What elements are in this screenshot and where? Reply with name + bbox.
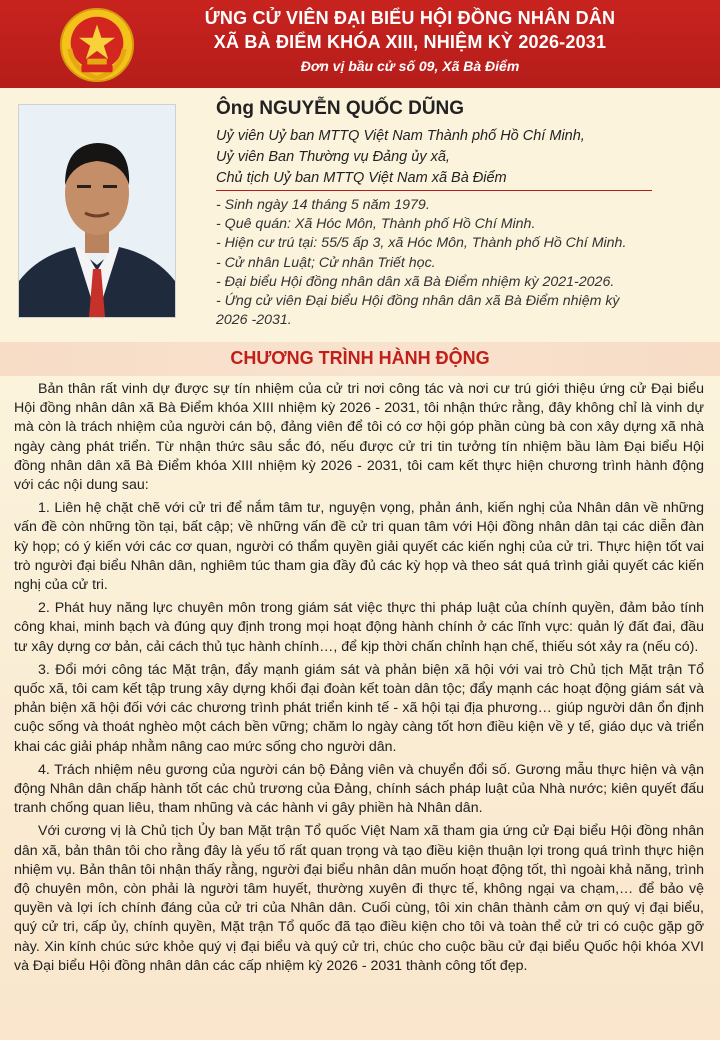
role-line: Uỷ viên Ban Thường vụ Đảng ủy xã, bbox=[216, 149, 450, 165]
national-emblem-icon bbox=[58, 6, 136, 84]
section-band bbox=[0, 342, 720, 376]
fact-line: - Quê quán: Xã Hóc Môn, Thành phố Hồ Chí Minh. bbox=[216, 216, 536, 233]
candidate-roles bbox=[216, 126, 585, 189]
header-subtitle: Đơn vị bầu cử số 09, Xã Bà Điểm bbox=[300, 58, 520, 74]
program-paragraph: 4. Trách nhiệm nêu gương của người cán bộ Đảng viên và chuyển đổi số. Gương mẫu thực hiện và vận động Nhân dân chấp hành tốt các chủ trương của Đảng, chính sách pháp luật của Nhà nước; kiên quyết đấu tranh chống quan liêu, tham nhũng và các hành vi gây phiền hà Nhân dân. bbox=[14, 761, 704, 817]
role-line: Chủ tịch Uỷ ban MTTQ Việt Nam xã Bà Điểm bbox=[216, 170, 507, 186]
candidate-profile bbox=[0, 88, 720, 336]
header-title-line2: XÃ BÀ ĐIỂM KHÓA XIII, NHIỆM KỲ 2026-2031 bbox=[213, 32, 607, 52]
fact-line: - Sinh ngày 14 tháng 5 năm 1979. bbox=[216, 197, 430, 213]
fact-line: - Hiện cư trú tại: 55/5 ấp 3, xã Hóc Môn, Thành phố Hồ Chí Minh. bbox=[216, 235, 627, 252]
program-paragraph: Với cương vị là Chủ tịch Ủy ban Mặt trận Tổ quốc Việt Nam xã tham gia ứng cử Đại biểu Hội đồng nhân dân xã, bản thân tôi cho rằng đây là yếu tố rất quan trọng và tạo điều kiện thuận lợi trong quá trình thực hiện nhiệm vụ. Bản thân tôi nhận thấy rằng, người đại biểu nhân dân muốn hoạt động tốt, thì ngoài khả năng, trình độ chuyên môn, còn phải là người tâm huyết, thường xuyên đi thực tế, không ngại va chạm,… để bảo vệ quyền và lợi ích chính đáng của cử tri của Nhân dân. Cuối cùng, tôi xin chân thành cảm ơn quý vị đại biểu, quý cử tri, cấp ủy, chính quyền, Mặt trận Tổ quốc đã tạo điều kiện cho tôi và toàn thể cử tri có cuộc gặp gỡ này. Xin kính chúc sức khỏe quý vị đại biểu và quý cử tri, chúc cho cuộc bầu cử đại biểu Quốc hội khóa XVI và Đại biểu Hội đồng nhân dân các cấp nhiệm kỳ 2026 - 2031 thành công tốt đẹp. bbox=[14, 823, 704, 974]
header-title-line1: ỨNG CỬ VIÊN ĐẠI BIỂU HỘI ĐỒNG NHÂN DÂN bbox=[204, 8, 616, 28]
program-paragraph: Bản thân rất vinh dự được sự tín nhiệm của cử tri nơi công tác và nơi cư trú giới thiệu ứng cử Đại biểu Hội đồng nhân dân xã Bà Điểm khóa XIII nhiệm kỳ 2026 - 2031, tôi nhận thức rằng, đây không chỉ là vinh dự mà còn là trách nhiệm của người cán bộ, đảng viên để tôi có cơ hội góp phần cùng bà con xây dựng xã nhà ngày càng phát triển. Từ nhận thức sâu sắc đó, nếu được cử tri tin tưởng tín nhiệm bầu làm Đại biểu Hội đồng nhân dân xã Bà Điểm khóa XIII nhiệm kỳ 2026 - 2031, tôi cam kết thực hiện chương trình hành động với các nội dung sau: bbox=[14, 381, 704, 494]
candidate-name: Ông NGUYỄN QUỐC DŨNG bbox=[216, 98, 465, 119]
fact-line: - Đại biểu Hội đồng nhân dân xã Bà Điểm nhiệm kỳ 2021-2026. bbox=[216, 273, 615, 290]
candidate-facts bbox=[216, 196, 696, 330]
program-paragraph: 3. Đổi mới công tác Mặt trận, đẩy mạnh giám sát và phản biện xã hội với vai trò Chủ tịch Mặt trận Tổ quốc xã, tôi cam kết tập trung xây dựng khối đại đoàn kết toàn dân tộc; đẩy mạnh các hoạt động giám sát và phản biện xã hội đối với các chương trình phát triển kinh tế - xã hội tại địa phương… giúp người dân ổn định cuộc sống và thoát nghèo một cách bền vững; chăm lo ngày càng tốt hơn điều kiện về y tế, giáo dục và triển khai các giải pháp nhằm nâng cao mức sống cho người dân. bbox=[14, 661, 704, 755]
program-paragraph: 1. Liên hệ chặt chẽ với cử tri để nắm tâm tư, nguyện vọng, phản ánh, kiến nghị của Nhân dân về những vấn đề còn những tồn tại, bất cập; về những vấn đề cử tri quan tâm với Hội đồng nhân dân tại các diễn đàn kỳ họp; có ý kiến với các cơ quan, người có thẩm quyền giải quyết các kiến nghị của cử tri. Thực hiện tốt vai trò người đại biểu Nhân dân, nghiêm túc tham gia đầy đủ các kỳ họp và theo sát quá trình giải quyết các kiến nghị của cử tri. bbox=[14, 500, 704, 594]
profile-divider bbox=[216, 190, 652, 191]
role-line: Uỷ viên Uỷ ban MTTQ Việt Nam Thành phố Hồ Chí Minh, bbox=[216, 128, 585, 144]
program-paragraph: 2. Phát huy năng lực chuyên môn trong giám sát việc thực thi pháp luật của chính quyền, đảm bảo tính công khai, minh bạch và đúng quy định trong mọi hoạt động hành chính ở các lĩnh vực: quản lý đất đai, đầu tư xây dựng cơ bản, cải cách thủ tục hành chính…, để kịp thời chấn chỉnh hạn chế, thiếu sót xảy ra (nếu có). bbox=[14, 600, 704, 655]
section-title: CHƯƠNG TRÌNH HÀNH ĐỘNG bbox=[230, 348, 490, 368]
fact-line: - Ứng cử viên Đại biểu Hội đồng nhân dân xã Bà Điểm nhiệm kỳ bbox=[216, 293, 620, 310]
header-band bbox=[0, 0, 720, 88]
action-program-text bbox=[14, 380, 704, 980]
fact-line: 2026 -2031. bbox=[216, 312, 292, 329]
fact-line: - Cử nhân Luật; Cử nhân Triết học. bbox=[216, 254, 436, 271]
candidate-portrait bbox=[18, 104, 176, 318]
